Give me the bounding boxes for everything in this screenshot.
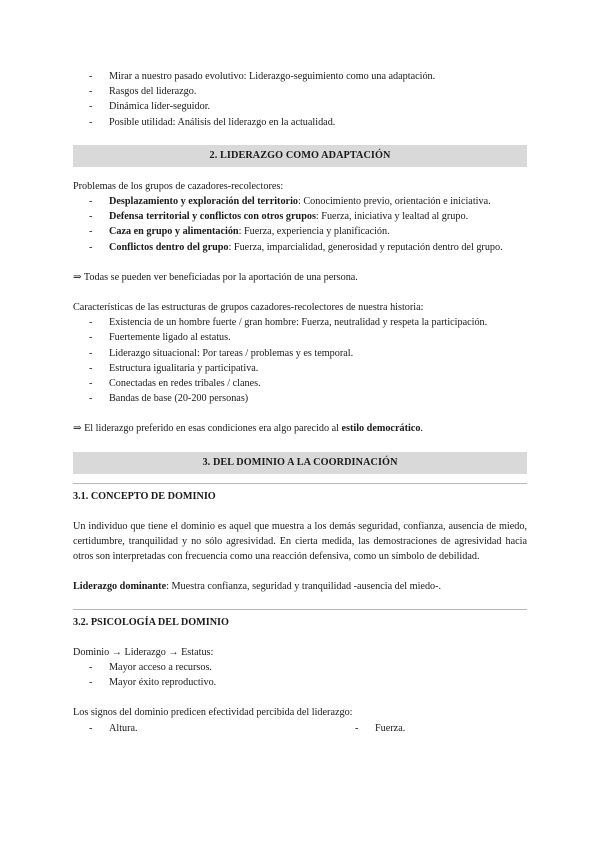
list-item: - Mayor éxito reproductivo.	[73, 675, 527, 690]
item-text: : Conocimiento previo, orientación e iniciativa.	[298, 196, 491, 208]
intro-list	[73, 69, 527, 130]
note-text: ⇒ El liderazgo preferido en esas condiciones era algo parecido al	[73, 423, 342, 435]
chain-list	[73, 660, 527, 690]
item-term: Conflictos dentro del grupo	[109, 241, 229, 253]
list-item	[73, 194, 527, 209]
item-term: Caza en grupo y alimentación	[109, 226, 239, 238]
subsection-3-2-title: 3.2. PSICOLOGÍA DEL DOMINIO	[73, 616, 229, 628]
list-item: - Altura.	[73, 721, 339, 736]
signs-intro: Los signos del dominio predicen efectividad percibida del liderazgo:	[73, 707, 353, 719]
list-item	[73, 209, 527, 224]
item-text: : Fuerza, experiencia y planificación.	[238, 226, 390, 238]
list-item	[73, 240, 527, 255]
item-term: Desplazamiento y exploración del territorio	[109, 196, 298, 208]
note-democratic-style	[73, 421, 527, 436]
list-item	[73, 224, 527, 239]
list-item: - Fuertemente ligado al estatus.	[73, 330, 527, 345]
list-item: - Posible utilidad: Análisis del liderazgo en la actualidad.	[73, 115, 527, 130]
features-intro: Características de las estructuras de grupos cazadores-recolectores de nuestra historia:	[73, 302, 424, 314]
features-list	[73, 315, 527, 406]
list-item: - Estructura igualitaria y participativa.	[73, 361, 527, 376]
list-item: - Conectadas en redes tribales / clanes.	[73, 376, 527, 391]
list-item: - Mirar a nuestro pasado evolutivo: Liderazgo-seguimiento como una adaptación.	[73, 69, 527, 84]
divider	[73, 609, 527, 610]
definition-term: Liderazgo dominante	[73, 581, 167, 593]
divider	[73, 483, 527, 484]
dominant-leadership-definition	[73, 579, 527, 594]
note-all-benefit: ⇒ Todas se pueden ver beneficiadas por la aportación de una persona.	[73, 271, 358, 283]
list-item: - Existencia de un hombre fuerte / gran hombre: Fuerza, neutralidad y respeta la participación.	[73, 315, 527, 330]
list-item: - Rasgos del liderazgo.	[73, 84, 527, 99]
signs-list	[73, 721, 527, 736]
item-text: : Fuerza, iniciativa y lealtad al grupo.	[315, 211, 469, 223]
section-2-heading: 2. LIDERAZGO COMO ADAPTACIÓN	[73, 145, 527, 167]
list-item: - Dinámica líder-seguidor.	[73, 99, 527, 114]
definition-text: : Muestra confianza, seguridad y tranquilidad -ausencia del miedo-.	[166, 581, 442, 593]
note-end: .	[420, 423, 423, 435]
list-item: - Fuerza.	[339, 721, 405, 736]
section-3-heading: 3. DEL DOMINIO A LA COORDINACIÓN	[73, 452, 527, 474]
list-item: - Bandas de base (20-200 personas)	[73, 391, 527, 406]
problems-list	[73, 194, 527, 255]
document-page	[73, 69, 527, 736]
list-item: - Liderazgo situacional: Por tareas / problemas y es temporal.	[73, 346, 527, 361]
dominance-paragraph: Un individuo que tiene el dominio es aquel que muestra a los demás seguridad, confianza, ausencia de miedo, certidumbre, tranquilidad y no sólo agresividad. En cierta medida, las demostraciones de agresividad hacia otros son interpretadas con frecuencia como una reacción defensiva, como un símbolo de debilidad.	[73, 520, 527, 563]
dominance-chain: Dominio → Liderazgo → Estatus:	[73, 646, 214, 658]
item-text: : Fuerza, imparcialidad, generosidad y reputación dentro del grupo.	[228, 241, 503, 253]
list-item: - Mayor acceso a recursos.	[73, 660, 527, 675]
note-emphasis: estilo democrático	[341, 423, 421, 435]
item-term: Defensa territorial y conflictos con otros grupos	[109, 211, 316, 223]
subsection-3-1-title: 3.1. CONCEPTO DE DOMINIO	[73, 490, 216, 502]
problems-intro: Problemas de los grupos de cazadores-recolectores:	[73, 180, 284, 192]
